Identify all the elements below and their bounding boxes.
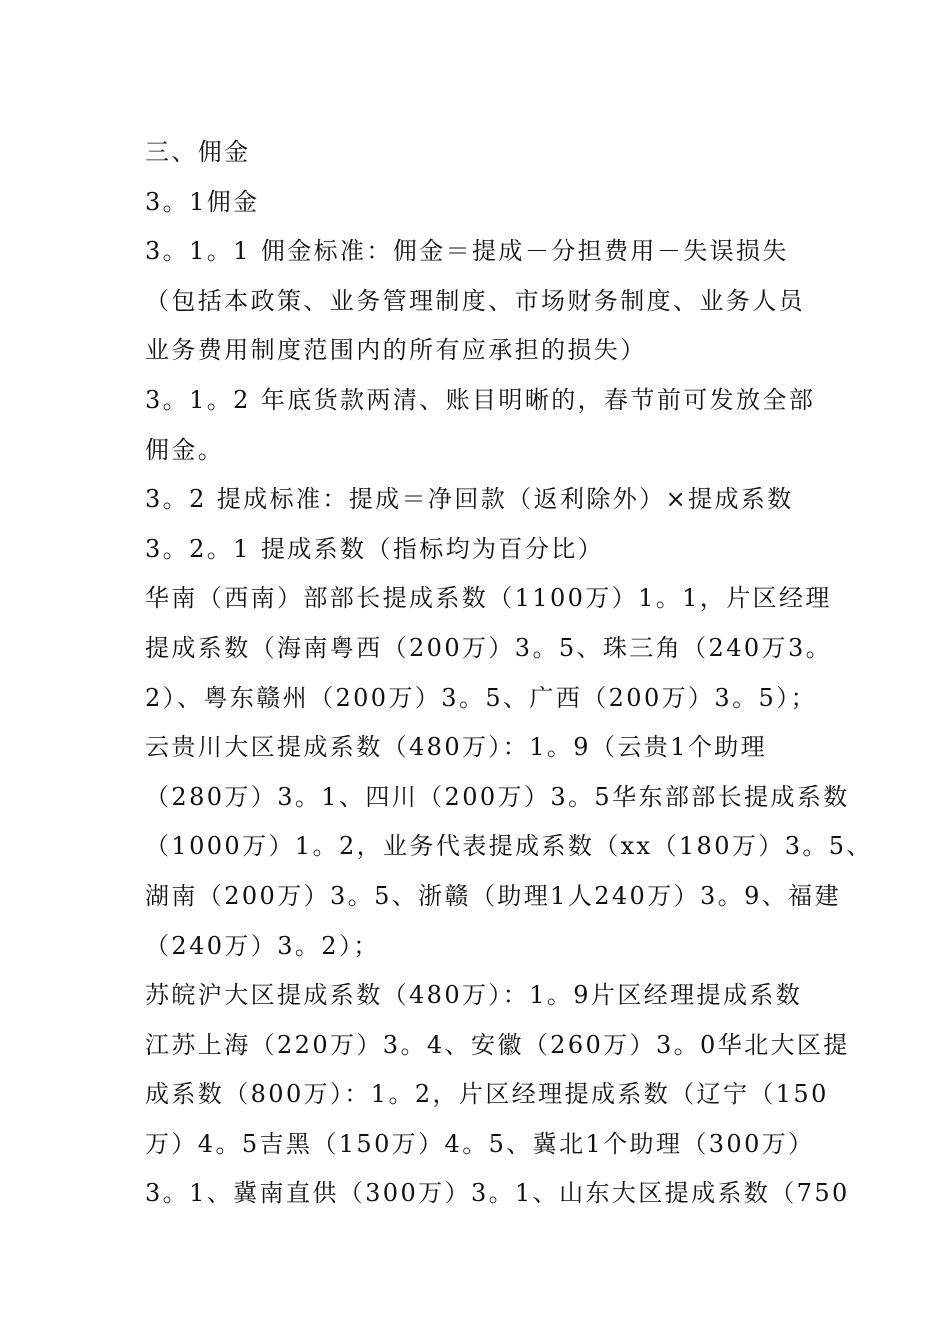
document-body bbox=[145, 128, 873, 1219]
text-line: 业务费用制度范围内的所有应承担的损失） bbox=[145, 336, 647, 365]
text-line: 3。2。1 提成系数（指标均为百分比） bbox=[145, 534, 605, 563]
subsection-heading: 3。1佣金 bbox=[145, 187, 260, 216]
text-line: 3。2 提成标准：提成＝净回款（返利除外）×提成系数 bbox=[145, 485, 794, 514]
text-line: 江苏上海（220万）3。4、安徽（260万）3。0华北大区提 bbox=[145, 1030, 850, 1059]
text-line: 3。1。2 年底货款两清、账目明晰的，春节前可发放全部 bbox=[145, 385, 816, 414]
text-line: 2）、粤东赣州（200万）3。5、广西（200万）3。5）； bbox=[145, 683, 817, 712]
text-line: （1000万）1。2，业务代表提成系数（xx（180万）3。5、 bbox=[145, 832, 873, 861]
text-line: 佣金。 bbox=[145, 435, 225, 464]
text-line: （240万）3。2）； bbox=[145, 931, 380, 960]
text-line: 3。1。1 佣金标准：佣金＝提成－分担费用－失误损失 bbox=[145, 237, 789, 266]
text-line: 成系数（800万）：1。2，片区经理提成系数（辽宁（150 bbox=[145, 1080, 829, 1109]
text-line: 提成系数（海南粤西（200万）3。5、珠三角（240万3。 bbox=[145, 633, 833, 662]
text-line: 云贵川大区提成系数（480万）：1。9（云贵1个助理 bbox=[145, 733, 768, 762]
text-line: 湖南（200万）3。5、浙赣（助理1人240万）3。9、福建 bbox=[145, 881, 841, 910]
text-line: （280万）3。1、四川（200万）3。5华东部部长提成系数 bbox=[145, 782, 850, 811]
text-line: 华南（西南）部部长提成系数（1100万）1。1，片区经理 bbox=[145, 584, 832, 613]
text-line: （包括本政策、业务管理制度、市场财务制度、业务人员 bbox=[145, 286, 805, 315]
text-line: 3。1、冀南直供（300万）3。1、山东大区提成系数（750 bbox=[145, 1179, 850, 1208]
text-line: 万）4。5吉黑（150万）4。5、冀北1个助理（300万） bbox=[145, 1129, 815, 1158]
section-heading: 三、佣金 bbox=[145, 138, 251, 166]
text-line: 苏皖沪大区提成系数（480万）：1。9片区经理提成系数 bbox=[145, 981, 803, 1010]
